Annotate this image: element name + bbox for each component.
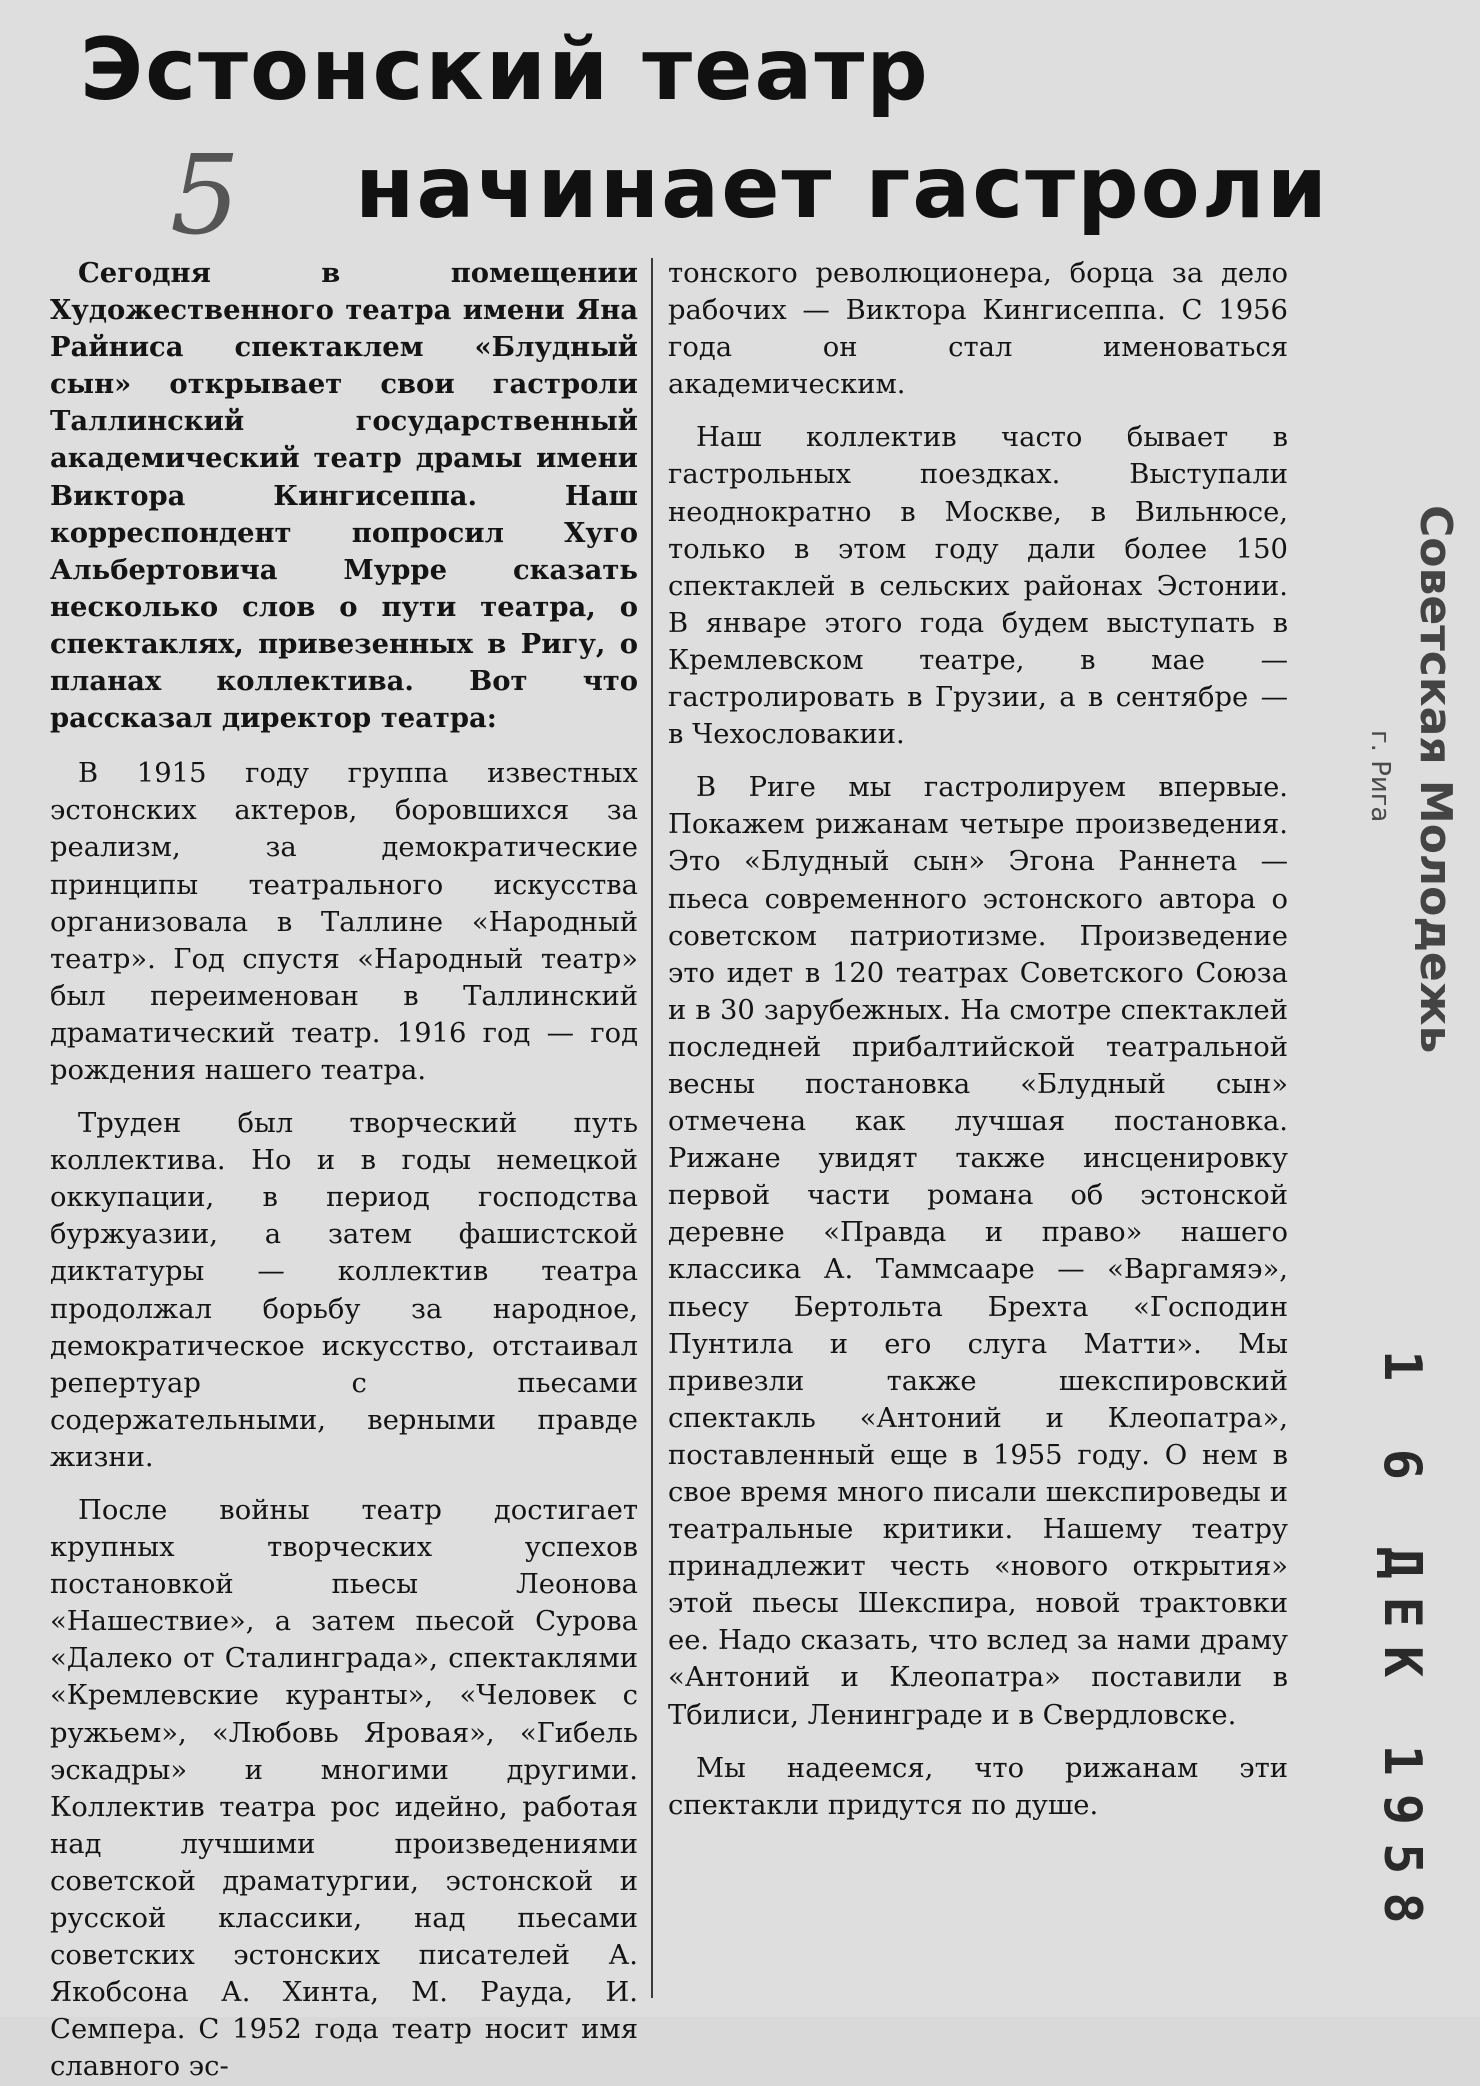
article-paragraph: Труден был творческий путь коллектива. Но и в годы немецкой оккупации, в период господства буржуазии, а затем фашистской диктатуры — коллектив театра продолжал борьбу за народное, демократическое искусство, отстаивал репертуар с пьесами содержательными, верными правде жизни. [50,1108,638,1473]
article-paragraph: Мы надеемся, что рижанам эти спектакли придутся по душе. [668,1752,1288,1821]
article-column-right [668,255,1288,1824]
headline-line-1: Эстонский театр [80,20,930,120]
article-paragraph: В Риге мы гастролируем впервые. Покажем рижанам четыре произведения. Это «Блудный сын» Эгона Раннета — пьеса современного эстонского автора о советском патриотизме. Произведение это идет в 120 театрах Советского Союза и в 30 зарубежных. На смотре спектаклей последней прибалтийской театральной весны постановка «Блудный сын» отмечена как лучшая постановка. Рижане увидят также инсценировку первой части романа об эстонской деревне «Правда и право» нашего классика А. Таммсааре — «Варгамяэ», пьесу Бертольта Брехта «Господин Пунтила и его слуга Матти». Мы привезли также шекспировский спектакль «Антоний и Клеопатра», поставленный еще в 1955 году. О нем в свое время много писали шекспироведы и театральные критики. Нашему театру принадлежит честь «нового открытия» этой пьесы Шекспира, новой трактовки ее. Надо сказать, что вслед за нами драму «Антоний и Клеопатра» поставили в Тбилиси, Ленинграде и в Свердловске. [668,772,1288,1731]
date-stamp: 1 6 ДЕК 1958 [1372,1350,1432,1942]
column-divider [651,258,653,1998]
article-column-left [50,255,638,2086]
masthead-stamp [1410,505,1460,1053]
article-paragraph: тонского революционера, борца за дело рабочих — Виктора Кингисеппа. С 1956 года он стал именоваться академическим. [668,258,1288,401]
article-paragraph: В 1915 году группа известных эстонских актеров, боровшихся за реализм, за демократические принципы театрального искусства организовала в Таллине «Народный театр». Год спустя «Народный театр» был переименован в Таллинский драматический театр. 1916 год — год рождения нашего театра. [50,758,638,1086]
handwritten-mark: 5 [170,131,240,259]
article-lead: Сегодня в помещении Художественного театра имени Яна Райниса спектаклем «Блудный сын» открывает свои гастроли Таллинский государственный академический театр драмы имени Виктора Кингисеппа. Наш корреспондент попросил Хуго Альбертовича Мурре сказать несколько слов о пути театра, о спектаклях, привезенных в Ригу, о планах коллектива. Вот что рассказал директор театра: [50,257,638,735]
city-stamp: г. Рига [1365,730,1395,823]
masthead-title: Советская Молодежь [1410,505,1461,1054]
article-paragraph: Наш коллектив часто бывает в гастрольных поездках. Выступали неоднократно в Москве, в Вильнюсе, только в этом году дали более 150 спектаклей в сельских районах Эстонии. В январе этого года будем выступать в Кремлевском театре, в мае — гастролировать в Грузии, а в сентябре — в Чехословакии. [668,422,1288,751]
article-paragraph: После войны театр достигает крупных творческих успехов постановкой пьесы Леонова «Нашествие», а затем пьесой Сурова «Далеко от Сталинграда», спектаклями «Кремлевские куранты», «Человек с ружьем», «Любовь Яровая», «Гибель эскадры» и многими другими. Коллектив театра рос идейно, работая над лучшими произведениями советской драматургии, эстонской и русской классики, над пьесами советских эстонских писателей А. Якобсона А. Хинта, М. Рауда, И. Семпера. С 1952 года театр носит имя славного эс- [50,1495,638,2083]
headline-line-2: начинает гастроли [355,138,1329,238]
